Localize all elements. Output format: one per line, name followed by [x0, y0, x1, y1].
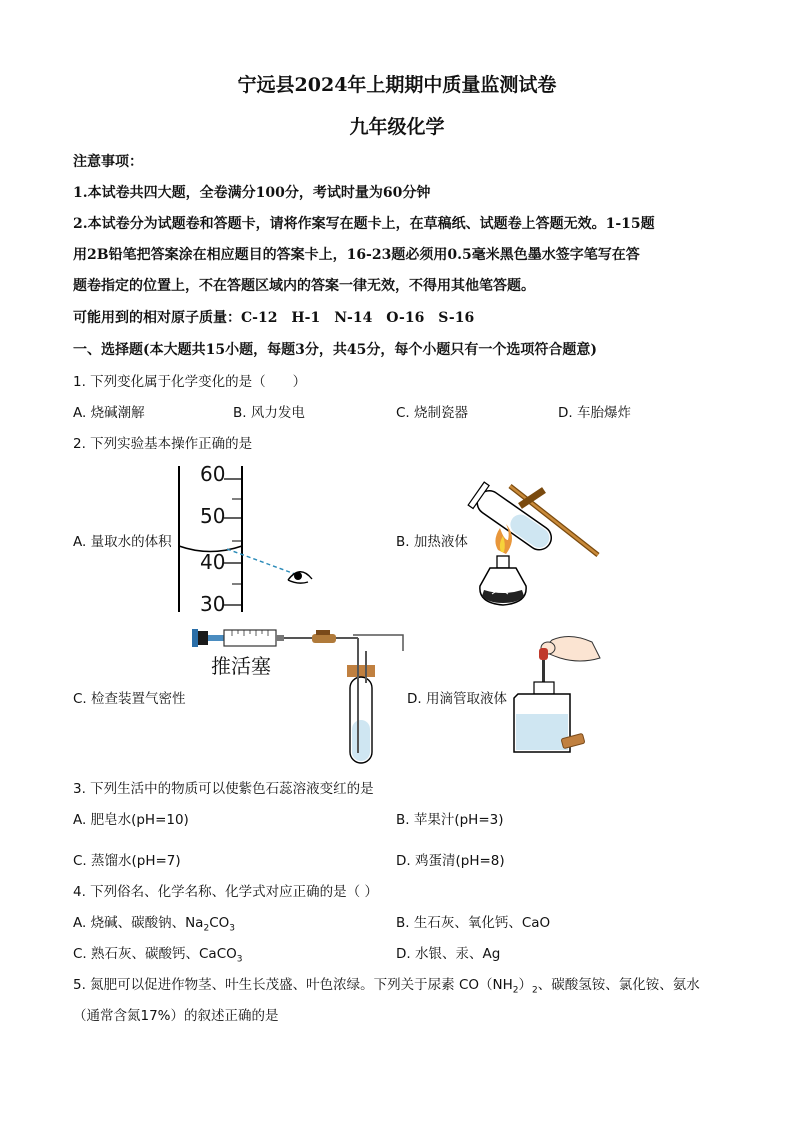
notice-item-2-line-3: 题卷指定的位置上，不在答题区域内的答案一律无效，不得用其他笔答题。	[73, 278, 535, 294]
q5-stem-line-1: 5. 氮肥可以促进作物茎、叶生长茂盛、叶色浓绿。下列关于尿素 $CO(NH_2)_2$、碳酸氢铵、氯化铵、氨水	[73, 977, 700, 996]
q3-option-b: B. 苹果汁(pH=3)	[396, 812, 504, 828]
q4-stem: 4. 下列俗名、化学名称、化学式对应正确的是（ ）	[73, 884, 378, 900]
cylinder-mark-30: 30	[200, 592, 226, 616]
push-plunger-label: 推活塞	[211, 654, 271, 678]
q4-option-d: D. 水银、汞、Ag	[396, 946, 501, 962]
notice-item-1: 1.本试卷共四大题，全卷满分100分，考试时量为60分钟	[73, 185, 431, 201]
q2-option-a: A. 量取水的体积	[73, 530, 172, 550]
q3-option-d: D. 鸡蛋清(pH=8)	[396, 853, 505, 869]
q1-option-b: B. 风力发电	[233, 405, 305, 421]
exam-subtitle: 九年级化学	[349, 116, 445, 138]
graduated-cylinder-figure	[172, 462, 317, 617]
heating-liquid-figure	[470, 468, 605, 613]
q2-stem: 2. 下列实验基本操作正确的是	[73, 436, 253, 452]
q4-option-a: A. 烧碱、碳酸钠、$Na_2CO_3$	[73, 915, 235, 934]
notice-item-2-line-2: 用2B铅笔把答案涂在相应题目的答案卡上，16-23题必须用0.5毫米黑色墨水签字笔写在答	[73, 247, 640, 263]
q4-option-c: C. 熟石灰、碳酸钙、CaCO$_3$	[73, 946, 243, 965]
exam-title: 宁远县2024年上期期中质量监测试卷	[237, 74, 557, 96]
cylinder-mark-40: 40	[200, 550, 226, 574]
q3-stem: 3. 下列生活中的物质可以使紫色石蕊溶液变红的是	[73, 781, 374, 797]
q1-option-c: C. 烧制瓷器	[396, 405, 469, 421]
notice-heading: 注意事项：	[73, 154, 143, 170]
q2-option-d: D. 用滴管取液体	[407, 691, 507, 707]
q5-stem-line-2: （通常含氮17%）的叙述正确的是	[73, 1008, 279, 1024]
q2-option-c: C. 检查装置气密性	[73, 691, 186, 707]
q3-option-c: C. 蒸馏水(pH=7)	[73, 853, 181, 869]
notice-item-2-line-1: 2.本试卷分为试题卷和答题卡，请将作案写在题卡上，在草稿纸、试题卷上答题无效。1-15题	[73, 216, 655, 232]
q1-option-a: A. 烧碱潮解	[73, 405, 145, 421]
atomic-mass-line: 可能用到的相对原子质量：C-12 H-1 N-14 O-16 S-16	[73, 310, 475, 326]
airtightness-apparatus-figure	[190, 625, 415, 770]
cylinder-mark-60: 60	[200, 462, 226, 486]
q4-option-b: B. 生石灰、氧化钙、CaO	[396, 915, 551, 931]
q2-option-b: B. 加热液体	[396, 534, 468, 550]
q1-stem: 1. 下列变化属于化学变化的是（ ）	[73, 374, 307, 390]
q3-option-a: A. 肥皂水(pH=10)	[73, 812, 189, 828]
q1-option-d: D. 车胎爆炸	[558, 405, 631, 421]
cylinder-mark-50: 50	[200, 504, 226, 528]
section-1-heading: 一、选择题(本大题共15小题，每题3分，共45分，每个小题只有一个选项符合题意)	[73, 342, 597, 358]
dropper-figure	[500, 632, 605, 757]
